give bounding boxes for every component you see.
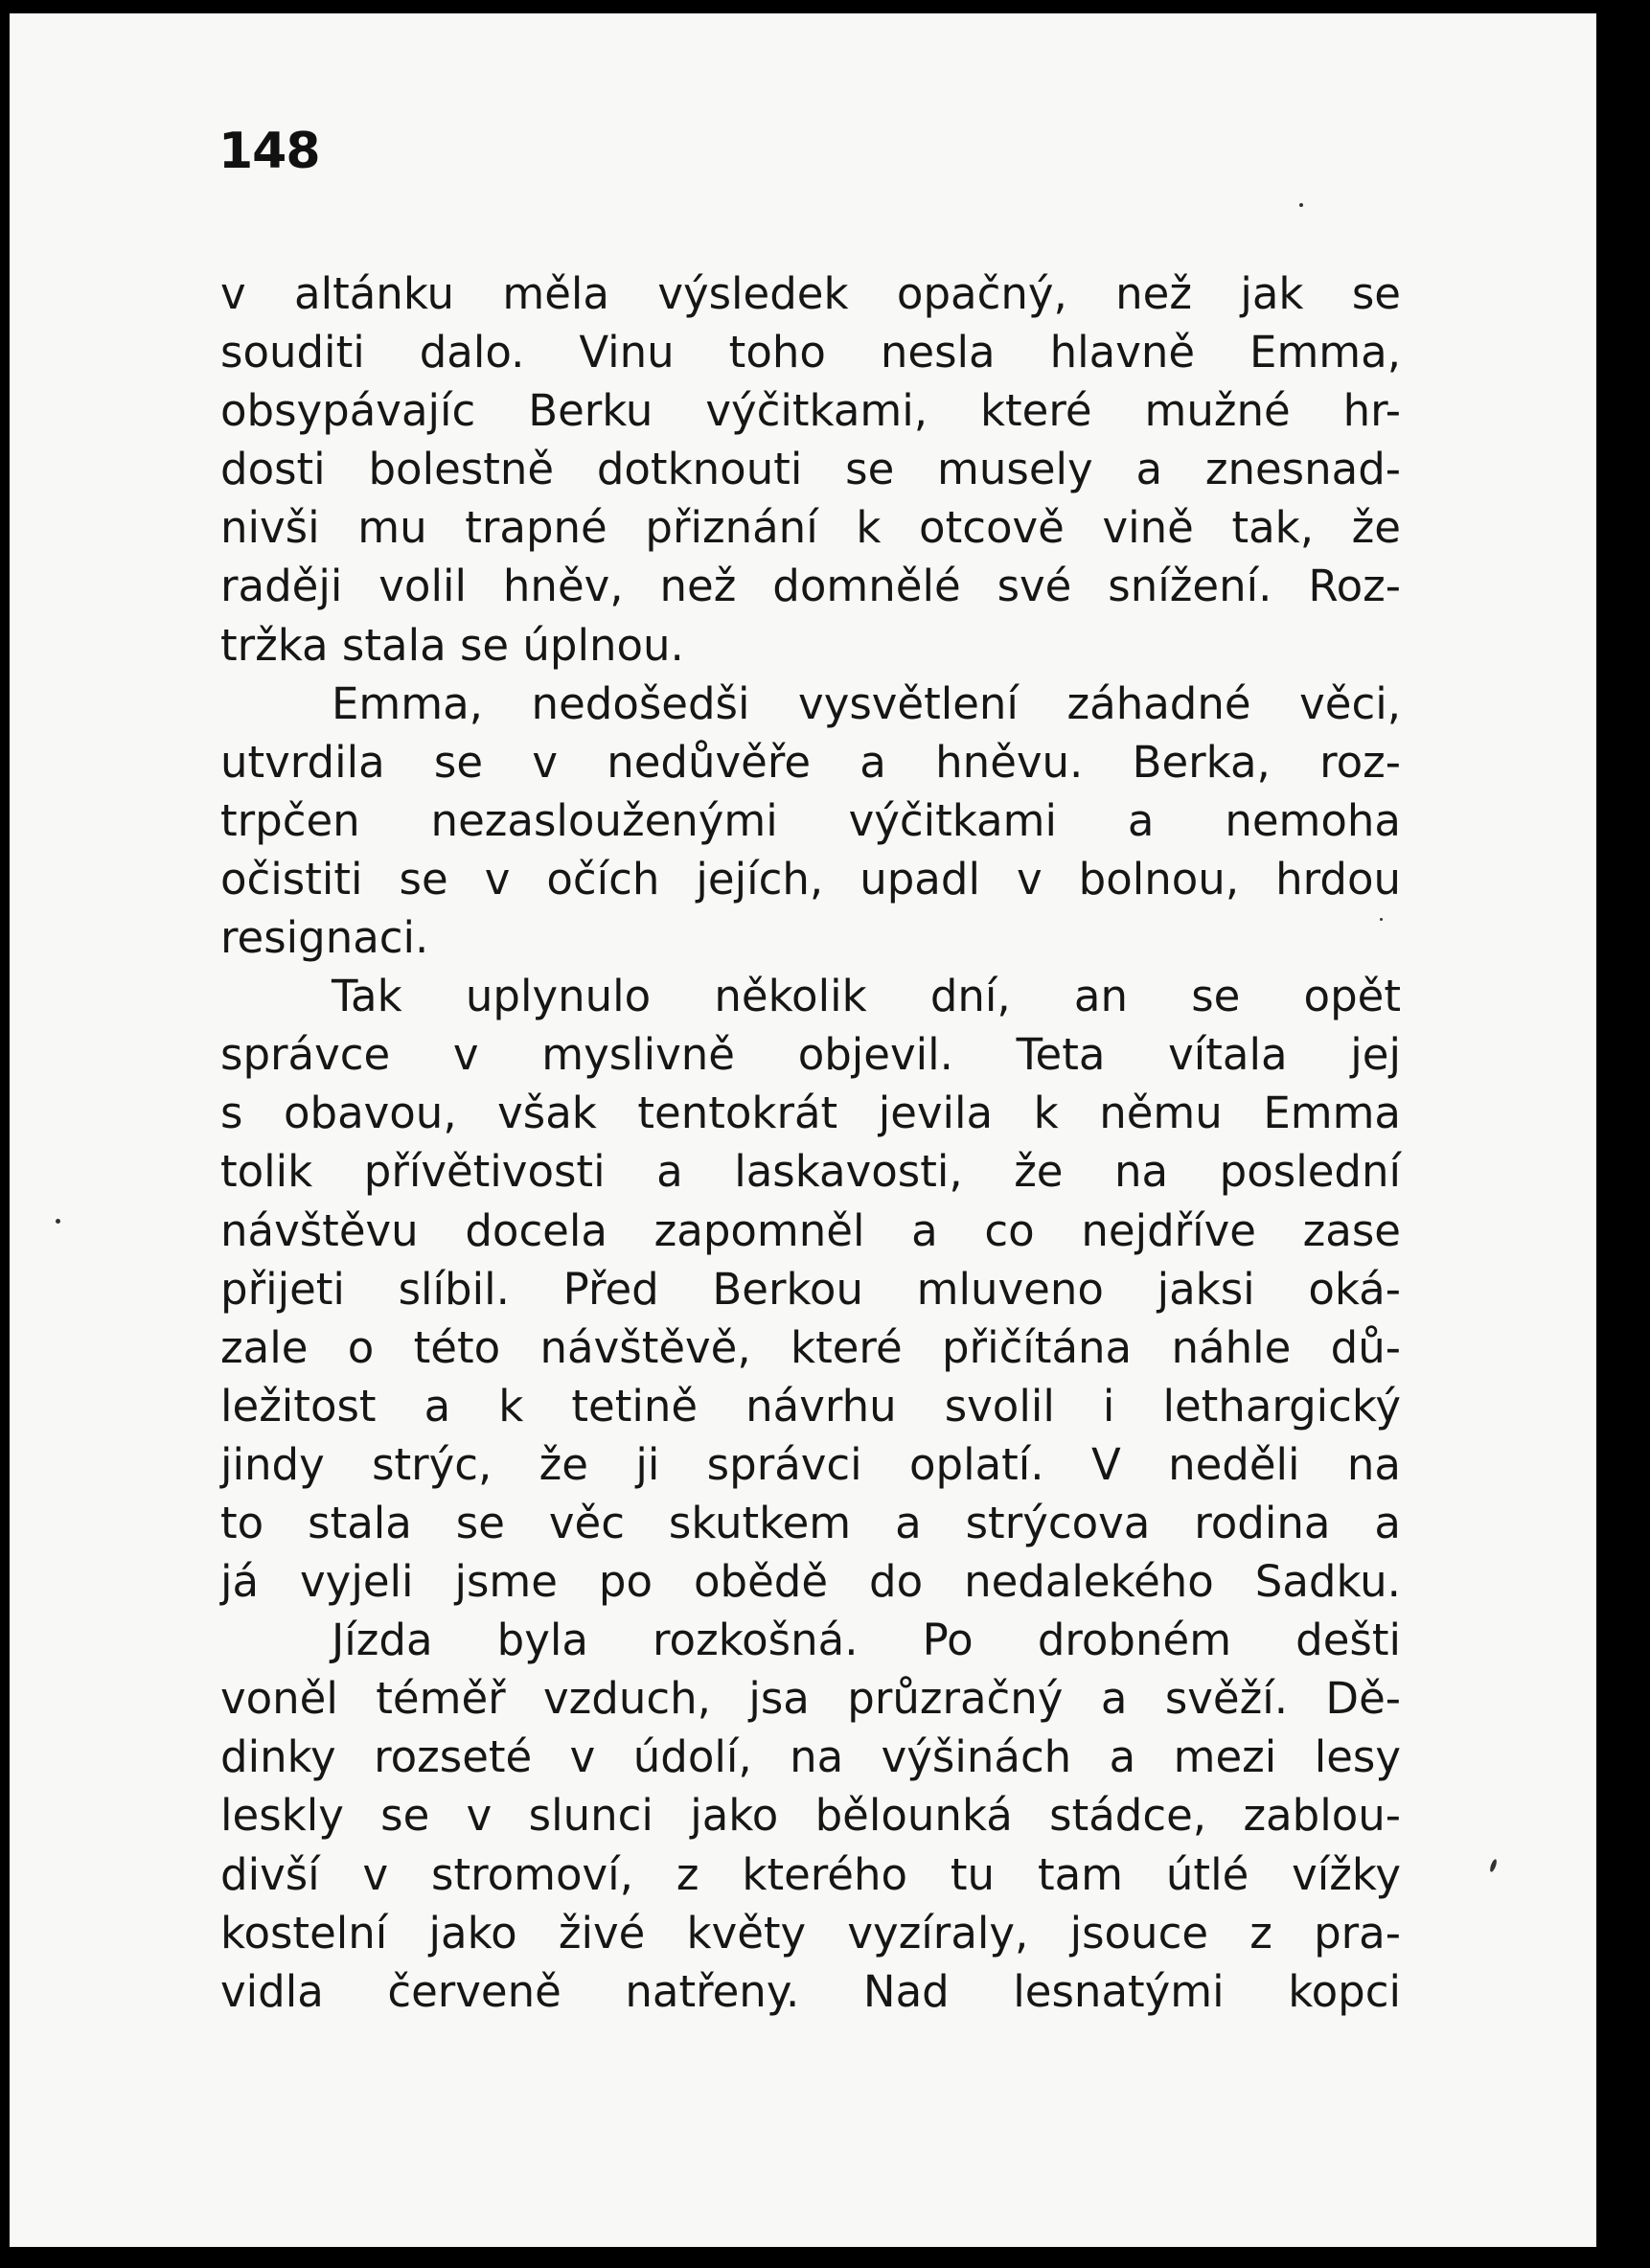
scan-speck: [56, 1219, 60, 1224]
text-line: jindy strýc, že ji správci oplatí. V neděli na: [220, 1438, 1401, 1490]
text-line: leskly se v slunci jako bělounká stádce, zablou-: [220, 1790, 1401, 1842]
text-line: voněl téměř vzduch, jsa průzračný a svěží. Dě-: [220, 1673, 1401, 1725]
text-line: v altánku měla výsledek opačný, než jak se: [220, 268, 1401, 319]
text-line: zale o této návštěvě, které přičítána náhle dů-: [220, 1321, 1401, 1373]
text-line: Emma, nedošedši vysvětlení záhadné věci,: [332, 677, 1401, 729]
text-line: tolik přívětivosti a laskavosti, že na poslední: [220, 1146, 1401, 1198]
text-line: nivši mu trapné přiznání k otcově vině tak, že: [220, 502, 1401, 554]
text-line: kostelní jako živé květy vyzíraly, jsouce z pra-: [220, 1907, 1401, 1959]
text-line: očistiti se v očích jejích, upadl v bolnou, hrdou: [220, 853, 1401, 905]
text-line: trpčen nezaslouženými výčitkami a nemoha: [220, 794, 1401, 846]
page-edge-rule: [1596, 13, 1602, 2247]
text-line: návštěvu docela zapomněl a co nejdříve zase: [220, 1204, 1401, 1256]
text-line: Jízda byla rozkošná. Po drobném dešti: [332, 1615, 1401, 1666]
scan-speck: [1380, 918, 1383, 921]
text-line: raději volil hněv, než domnělé své snížení. Roz-: [220, 561, 1401, 612]
paragraph: [220, 967, 1401, 1611]
text-line: souditi dalo. Vinu toho nesla hlavně Emma,: [220, 327, 1401, 378]
text-line: Tak uplynulo několik dní, an se opět: [332, 971, 1401, 1022]
text-line: resignaci.: [220, 912, 429, 964]
text-line: já vyjeli jsme po obědě do nedalekého Sadku.: [220, 1556, 1401, 1608]
text-line: vidla červeně natřeny. Nad lesnatými kopci: [220, 1965, 1401, 2017]
body-text: [220, 264, 1401, 2021]
text-line: to stala se věc skutkem a strýcova rodina a: [220, 1497, 1401, 1548]
text-line: utvrdila se v nedůvěře a hněvu. Berka, roz-: [220, 736, 1401, 788]
text-line: tržka stala se úplnou.: [220, 619, 684, 671]
text-line: správce v myslivně objevil. Teta vítala jej: [220, 1029, 1401, 1081]
text-line: obsypávajíc Berku výčitkami, které mužné hr-: [220, 385, 1401, 437]
text-line: dosti bolestně dotknouti se musely a znesnad-: [220, 444, 1401, 495]
text-line: s obavou, však tentokrát jevila k němu Emma: [220, 1088, 1401, 1139]
scan-speck: [1299, 203, 1303, 207]
text-line: divší v stromoví, z kterého tu tam útlé vížky: [220, 1848, 1401, 1900]
paragraph: [220, 675, 1401, 967]
text-line: ležitost a k tetině návrhu svolil i lethargický: [220, 1380, 1401, 1432]
text-line: přijeti slíbil. Před Berkou mluveno jaksi oká-: [220, 1263, 1401, 1315]
paragraph: [220, 264, 1401, 675]
paragraph: [220, 1611, 1401, 2021]
text-line: dinky rozseté v údolí, na výšinách a mezi lesy: [220, 1731, 1401, 1783]
page-number: 148: [218, 123, 320, 180]
